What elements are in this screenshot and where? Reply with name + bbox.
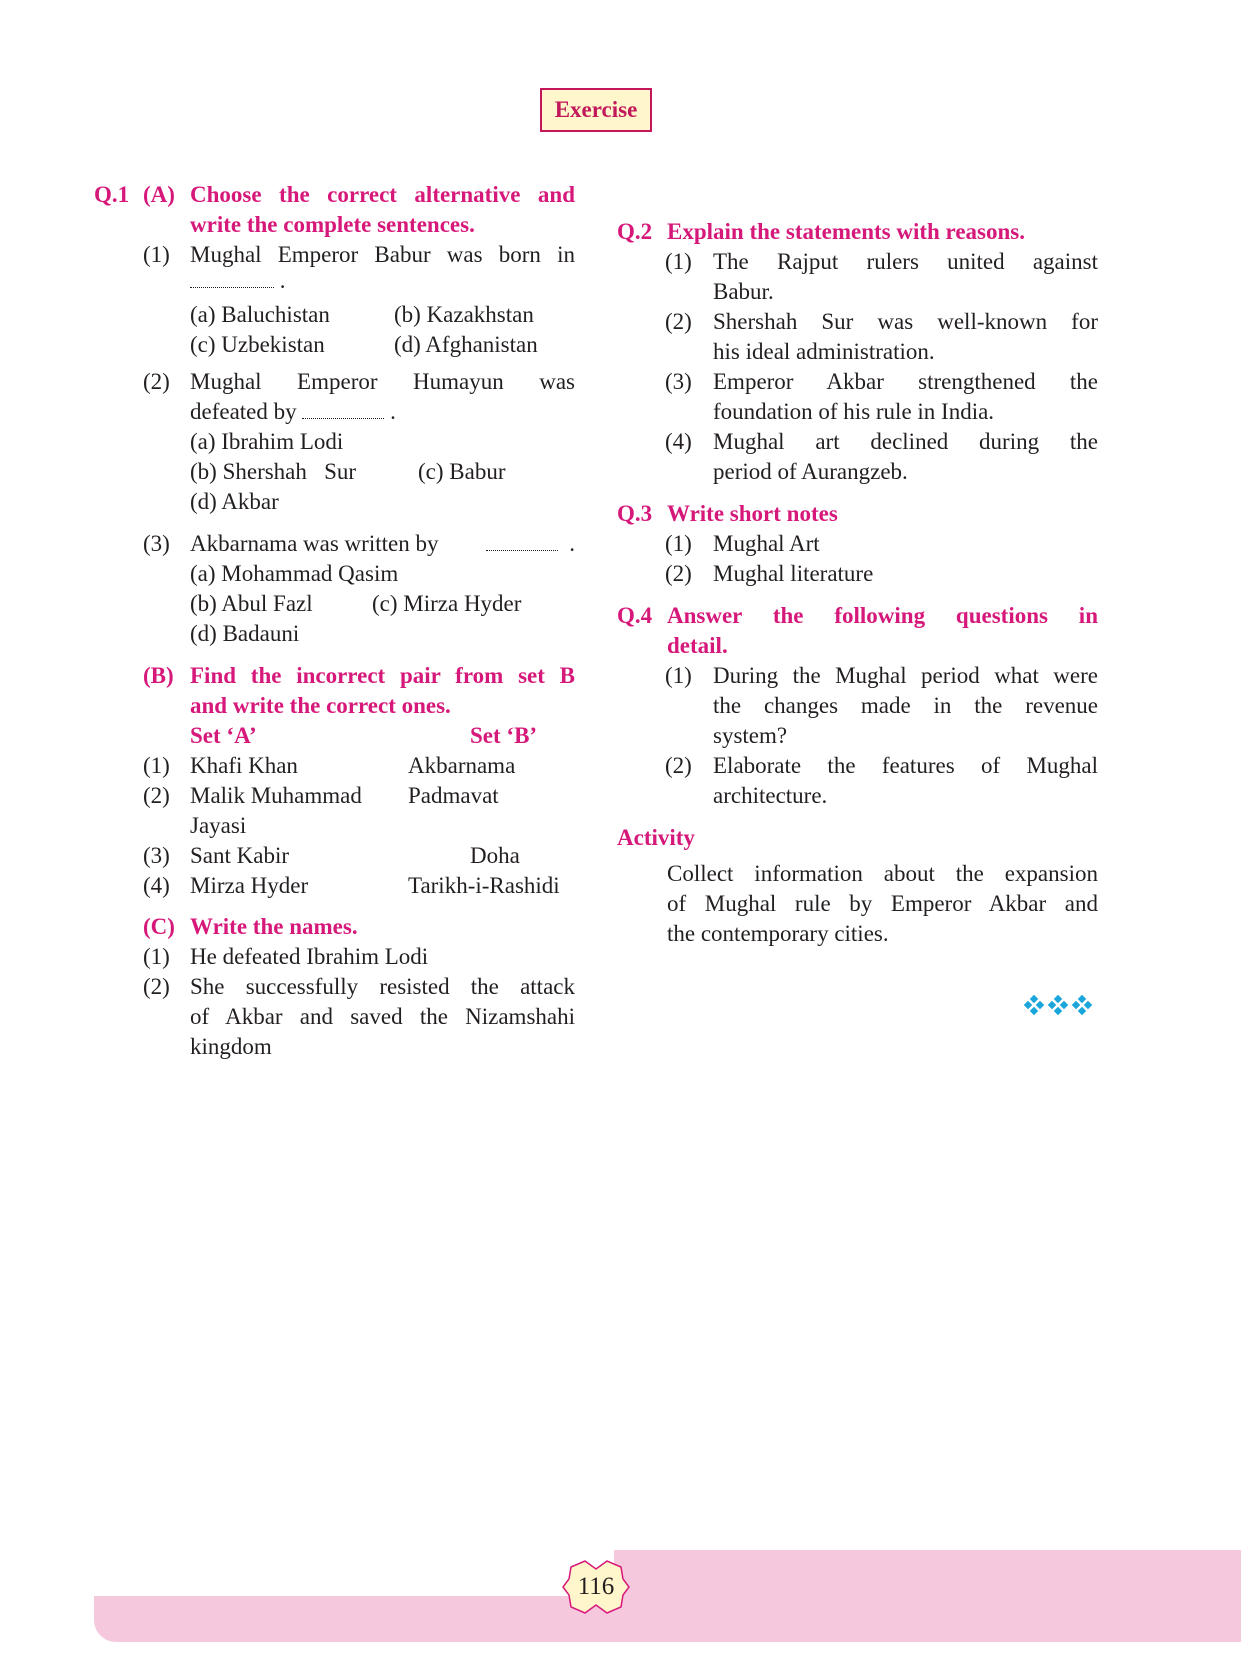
q1-item-2-option-a: (a) Ibrahim Lodi <box>190 429 344 454</box>
set-b-heading: Set ‘B’ <box>470 723 538 748</box>
q1-item-2-option-b: (b) Shershah Sur <box>190 459 357 484</box>
q1-item-1-blank: . <box>190 266 286 296</box>
pair-3-set-b: Doha <box>470 843 520 868</box>
q1-item-1-option-d: (d) Afghanistan <box>394 332 538 357</box>
q2-item-3-text: Emperor Akbar strengthened the <box>713 369 1098 394</box>
q1-item-2-text: Mughal Emperor Humayun was <box>190 369 575 394</box>
q3-heading: Write short notes <box>667 501 838 526</box>
name-1-text: He defeated Ibrahim Lodi <box>190 944 429 969</box>
q1-item-3-option-c: (c) Mirza Hyder <box>372 591 522 616</box>
exercise-title: Exercise <box>540 88 652 132</box>
q1-item-2-option-d: (d) Akbar <box>190 489 279 514</box>
q1-b-label: (B) <box>143 663 174 688</box>
pair-1-set-a: Khafi Khan <box>190 753 298 778</box>
q2-item-1-number: (1) <box>665 249 692 274</box>
q1-item-3-number: (3) <box>143 531 170 556</box>
q3-item-2-number: (2) <box>665 561 692 586</box>
q4-item-1-text-3: system? <box>713 723 788 748</box>
q2-item-3-number: (3) <box>665 369 692 394</box>
pair-2-number: (2) <box>143 783 170 808</box>
q3-item-1-number: (1) <box>665 531 692 556</box>
q2-item-4-text: Mughal art declined during the <box>713 429 1098 454</box>
q2-item-2-text: Shershah Sur was well-known for <box>713 309 1098 334</box>
q1-c-heading: Write the names. <box>190 914 358 939</box>
pair-3-number: (3) <box>143 843 170 868</box>
q4-item-1-number: (1) <box>665 663 692 688</box>
pair-1-set-b: Akbarnama <box>408 753 516 778</box>
name-2-text-2: of Akbar and saved the Nizamshahi <box>190 1004 575 1029</box>
section-end-ornament-icon <box>1022 993 1094 1017</box>
q1-item-3-option-d: (d) Badauni <box>190 621 300 646</box>
q1-item-3-text: Akbarnama was written by . <box>190 529 575 559</box>
q4-number: Q.4 <box>617 603 653 628</box>
q1-a-heading-2: write the complete sentences. <box>190 212 475 237</box>
q1-item-3-option-b: (b) Abul Fazl <box>190 591 313 616</box>
q1-item-1-number: (1) <box>143 242 170 267</box>
q2-item-4-number: (4) <box>665 429 692 454</box>
pair-1-number: (1) <box>143 753 170 778</box>
q1-c-label: (C) <box>143 914 175 939</box>
q1-item-1-option-a: (a) Baluchistan <box>190 302 330 327</box>
activity-text-2: of Mughal rule by Emperor Akbar and <box>667 891 1098 916</box>
q3-item-1-text: Mughal Art <box>713 531 820 556</box>
q4-item-2-text-2: architecture. <box>713 783 828 808</box>
name-2-number: (2) <box>143 974 170 999</box>
q1-b-heading-2: and write the correct ones. <box>190 693 451 718</box>
q4-item-1-text-2: the changes made in the revenue <box>713 693 1098 718</box>
pair-4-set-a: Mirza Hyder <box>190 873 309 898</box>
q2-item-1-text: The Rajput rulers united against <box>713 249 1098 274</box>
q1-item-2-option-c: (c) Babur <box>418 459 506 484</box>
q2-item-1-text-2: Babur. <box>713 279 774 304</box>
q4-item-1-text: During the Mughal period what were <box>713 663 1098 688</box>
q1-a-label: (A) <box>143 182 175 207</box>
q1-a-heading-1: Choose the correct alternative and <box>190 182 575 207</box>
q4-item-2-number: (2) <box>665 753 692 778</box>
name-1-number: (1) <box>143 944 170 969</box>
activity-heading: Activity <box>617 825 695 850</box>
pair-2-set-b: Padmavat <box>408 783 499 808</box>
q2-item-2-number: (2) <box>665 309 692 334</box>
q2-item-4-text-2: period of Aurangzeb. <box>713 459 908 484</box>
activity-text-1: Collect information about the expansion <box>667 861 1098 886</box>
q4-heading-2: detail. <box>667 633 728 658</box>
q4-heading-1: Answer the following questions in <box>667 603 1098 628</box>
page-number: 116 <box>577 1573 615 1600</box>
q2-item-2-text-2: his ideal administration. <box>713 339 935 364</box>
q3-number: Q.3 <box>617 501 653 526</box>
q2-heading: Explain the statements with reasons. <box>667 219 1026 244</box>
set-a-heading: Set ‘A’ <box>190 723 257 748</box>
name-2-text-3: kingdom <box>190 1034 272 1059</box>
q1-item-1-option-b: (b) Kazakhstan <box>394 302 534 327</box>
q1-item-1-option-c: (c) Uzbekistan <box>190 332 325 357</box>
activity-text-3: the contemporary cities. <box>667 921 889 946</box>
footer-white-strip <box>94 1550 614 1596</box>
q1-number: Q.1 <box>94 182 130 207</box>
pair-2-set-a: Malik Muhammad <box>190 783 362 808</box>
q4-item-2-text: Elaborate the features of Mughal <box>713 753 1098 778</box>
q2-number: Q.2 <box>617 219 653 244</box>
pair-3-set-a: Sant Kabir <box>190 843 290 868</box>
q1-item-1-text: Mughal Emperor Babur was born in <box>190 242 575 267</box>
q1-b-heading-1: Find the incorrect pair from set B <box>190 663 575 688</box>
q1-item-3-option-a: (a) Mohammad Qasim <box>190 561 399 586</box>
q1-item-2-number: (2) <box>143 369 170 394</box>
q1-item-2-text-2-label: defeated by <box>190 399 297 424</box>
pair-2-set-a-cont: Jayasi <box>190 813 247 838</box>
q1-item-3-text-label: Akbarnama was written by <box>190 531 439 556</box>
q1-item-2-text-2: defeated by . <box>190 399 396 424</box>
name-2-text-1: She successfully resisted the attack <box>190 974 575 999</box>
pair-4-number: (4) <box>143 873 170 898</box>
pair-4-set-b: Tarikh-i-Rashidi <box>408 873 560 898</box>
q3-item-2-text: Mughal literature <box>713 561 874 586</box>
q2-item-3-text-2: foundation of his rule in India. <box>713 399 995 424</box>
